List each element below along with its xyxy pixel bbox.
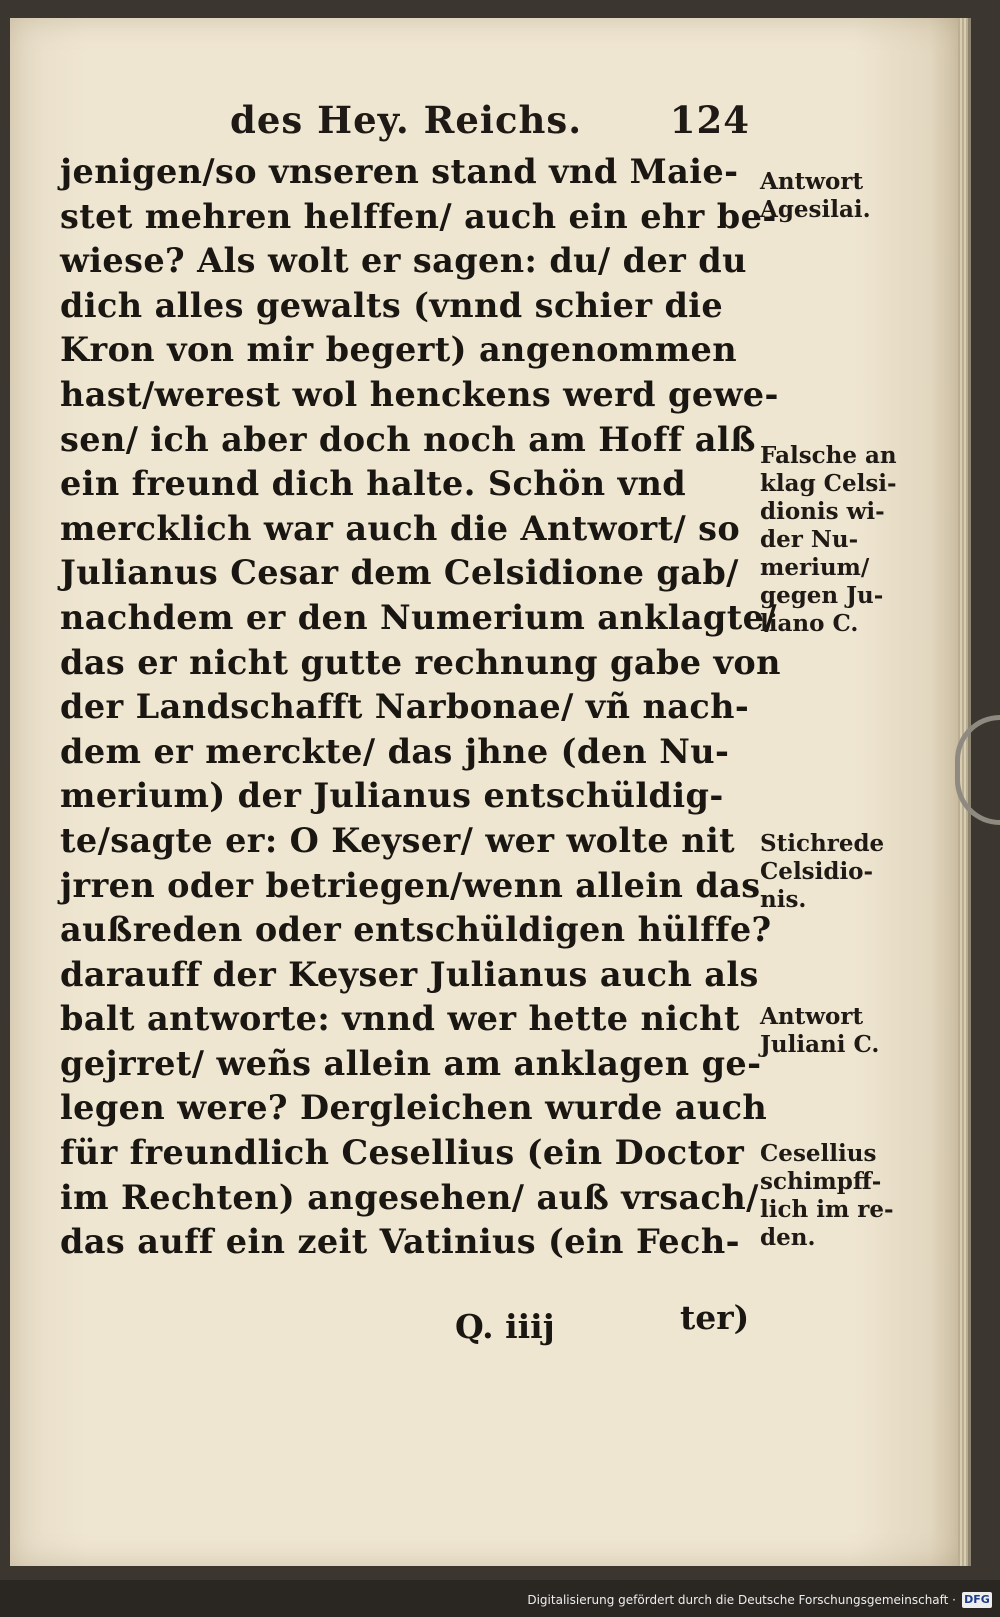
text-line: jenigen/so vnseren stand vnd Maie- <box>60 152 739 191</box>
text-line: hast/werest wol henckens werd gewe- <box>60 374 779 414</box>
margin-note-juliani <box>760 1003 910 1059</box>
text-line: mercklich war auch die Antwort/ so <box>60 508 741 548</box>
text-line: das er nicht gutte rechnung gabe von <box>60 642 781 682</box>
margin-note-line: klag Celsi- <box>760 470 897 497</box>
text-line: außreden oder entschüldigen hülffe? <box>60 910 772 950</box>
text-line: darauff der Keyser Julianus auch als <box>60 954 759 994</box>
text-line: stet mehren helffen/ auch ein ehr be- <box>60 196 777 236</box>
signature-mark: Q. iiij <box>455 1307 555 1346</box>
margin-note-line: Antwort <box>760 168 864 195</box>
text-line: für freundlich Cesellius (ein Doctor <box>60 1133 745 1173</box>
text-line: jrren oder betriegen/wenn allein das <box>60 865 761 905</box>
dfg-logo-icon: DFG <box>962 1592 992 1608</box>
text-line: ein freund dich halte. Schön vnd <box>60 464 687 504</box>
text-line: nachdem er den Numerium anklagte/ <box>60 597 777 637</box>
text-line: dem er merckte/ das jhne (den Nu- <box>60 731 730 771</box>
page-number: 124 <box>669 98 750 142</box>
margin-note-line: Agesilai. <box>760 196 871 223</box>
margin-note-line: gegen Ju- <box>760 582 884 609</box>
body-text <box>60 150 781 1265</box>
margin-note-line: Cesellius <box>760 1140 877 1167</box>
margin-note-line: der Nu- <box>760 526 859 553</box>
text-line: Julianus Cesar dem Celsidione gab/ <box>60 553 739 593</box>
text-line: te/sagte er: O Keyser/ wer wolte nit <box>60 820 735 860</box>
margin-note-celsidionis <box>760 442 910 638</box>
margin-note-line: merium/ <box>760 554 870 581</box>
text-line: dich alles gewalts (vnnd schier die <box>60 285 724 325</box>
margin-note-line: Juliani C. <box>760 1031 880 1058</box>
text-line: wiese? Als wolt er sagen: du/ der du <box>60 241 747 281</box>
header-title: des Hey. Reichs. <box>230 98 583 142</box>
margin-note-line: dionis wi- <box>760 498 885 525</box>
margin-note-line: Stichrede <box>760 830 885 857</box>
text-line: balt antworte: vnnd wer hette nicht <box>60 999 740 1039</box>
margin-note-stichrede <box>760 830 910 914</box>
text-line: legen were? Dergleichen wurde auch <box>60 1088 768 1128</box>
funding-credit: Digitalisierung gefördert durch die Deutsche Forschungsgemeinschaft · <box>527 1593 956 1607</box>
text-line: merium) der Julianus entschüldig- <box>60 776 724 816</box>
margin-note-line: nis. <box>760 886 807 913</box>
text-line: sen/ ich aber doch noch am Hoff alß <box>60 419 756 459</box>
margin-note-line: Celsidio- <box>760 858 874 885</box>
footer-bar <box>0 1583 1000 1617</box>
margin-note-line: den. <box>760 1224 816 1251</box>
running-header <box>230 98 750 148</box>
text-line: im Rechten) angesehen/ auß vrsach/ <box>60 1177 759 1217</box>
margin-note-line: Falsche an <box>760 442 897 469</box>
margin-note-line: schimpff- <box>760 1168 882 1195</box>
margin-note-line: lich im re- <box>760 1196 894 1223</box>
text-line: gejrret/ weñs allein am anklagen ge- <box>60 1043 762 1083</box>
text-line: das auff ein zeit Vatinius (ein Fech- <box>60 1222 740 1262</box>
text-line: Kron von mir begert) angenommen <box>60 330 738 370</box>
margin-note-line: Antwort <box>760 1003 864 1030</box>
margin-note-line: liano C. <box>760 610 859 637</box>
catchword: ter) <box>680 1298 750 1337</box>
margin-note-agesilai <box>760 168 910 224</box>
margin-note-cesellius <box>760 1140 910 1252</box>
text-line: der Landschafft Narbonae/ vñ nach- <box>60 687 750 727</box>
